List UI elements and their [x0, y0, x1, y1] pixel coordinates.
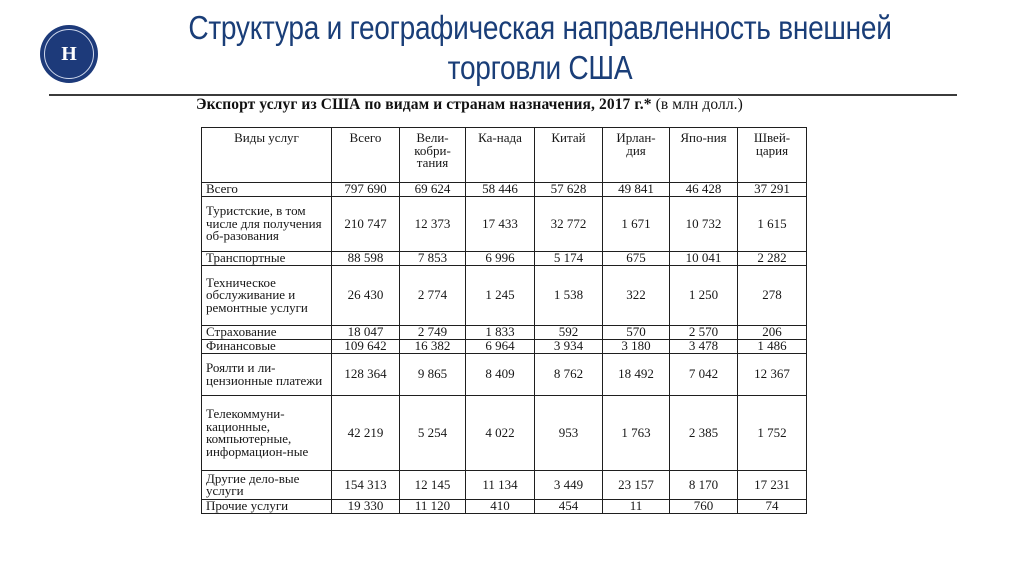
header-cell: Швей-цария: [738, 128, 807, 183]
value-cell: 37 291: [738, 183, 807, 197]
value-cell: 7 853: [400, 252, 466, 266]
value-cell: 1 538: [535, 266, 603, 326]
row-label: Прочие услуги: [202, 500, 332, 514]
value-cell: 3 934: [535, 340, 603, 354]
logo-letter: Н: [61, 42, 77, 65]
value-cell: 5 174: [535, 252, 603, 266]
header-cell: Япо-ния: [670, 128, 738, 183]
value-cell: 17 231: [738, 471, 807, 500]
value-cell: 16 382: [400, 340, 466, 354]
value-cell: 953: [535, 396, 603, 471]
value-cell: 26 430: [332, 266, 400, 326]
value-cell: 128 364: [332, 354, 400, 396]
header-cell: Вели-кобри-тания: [400, 128, 466, 183]
value-cell: 675: [603, 252, 670, 266]
value-cell: 3 478: [670, 340, 738, 354]
value-cell: 1 615: [738, 197, 807, 252]
value-cell: 11 134: [466, 471, 535, 500]
table-row: [202, 183, 807, 197]
value-cell: 12 373: [400, 197, 466, 252]
value-cell: 760: [670, 500, 738, 514]
row-label: Финансовые: [202, 340, 332, 354]
value-cell: 88 598: [332, 252, 400, 266]
value-cell: 1 245: [466, 266, 535, 326]
value-cell: 2 570: [670, 326, 738, 340]
table-row: [202, 266, 807, 326]
value-cell: 6 964: [466, 340, 535, 354]
value-cell: 1 250: [670, 266, 738, 326]
value-cell: 4 022: [466, 396, 535, 471]
value-cell: 8 170: [670, 471, 738, 500]
value-cell: 1 763: [603, 396, 670, 471]
value-cell: 10 041: [670, 252, 738, 266]
value-cell: 5 254: [400, 396, 466, 471]
value-cell: 17 433: [466, 197, 535, 252]
value-cell: 322: [603, 266, 670, 326]
table-caption: [196, 96, 743, 114]
value-cell: 3 449: [535, 471, 603, 500]
value-cell: 570: [603, 326, 670, 340]
value-cell: 6 996: [466, 252, 535, 266]
row-label: Транспортные: [202, 252, 332, 266]
value-cell: 11: [603, 500, 670, 514]
header-cell: Ка-нада: [466, 128, 535, 183]
value-cell: 49 841: [603, 183, 670, 197]
value-cell: 109 642: [332, 340, 400, 354]
table-unit: (в млн долл.): [655, 96, 743, 113]
value-cell: 1 486: [738, 340, 807, 354]
table-row: [202, 396, 807, 471]
table-row: [202, 252, 807, 266]
value-cell: 18 047: [332, 326, 400, 340]
value-cell: 410: [466, 500, 535, 514]
value-cell: 8 409: [466, 354, 535, 396]
value-cell: 10 732: [670, 197, 738, 252]
value-cell: 2 774: [400, 266, 466, 326]
value-cell: 454: [535, 500, 603, 514]
table-row: [202, 354, 807, 396]
value-cell: 154 313: [332, 471, 400, 500]
value-cell: 2 385: [670, 396, 738, 471]
header-cell: Китай: [535, 128, 603, 183]
value-cell: 12 367: [738, 354, 807, 396]
value-cell: 58 446: [466, 183, 535, 197]
logo-ring: [44, 29, 94, 79]
table-row: [202, 471, 807, 500]
value-cell: 2 749: [400, 326, 466, 340]
value-cell: 278: [738, 266, 807, 326]
value-cell: 2 282: [738, 252, 807, 266]
value-cell: 46 428: [670, 183, 738, 197]
value-cell: 42 219: [332, 396, 400, 471]
value-cell: 1 671: [603, 197, 670, 252]
value-cell: 797 690: [332, 183, 400, 197]
services-export-table: [201, 127, 807, 514]
value-cell: 69 624: [400, 183, 466, 197]
row-label: Туристские, в том числе для получения об-разования: [202, 197, 332, 252]
row-label: Телекоммуни-кационные, компьютерные, информацион-ные: [202, 396, 332, 471]
value-cell: 74: [738, 500, 807, 514]
value-cell: 210 747: [332, 197, 400, 252]
value-cell: 57 628: [535, 183, 603, 197]
row-label: Страхование: [202, 326, 332, 340]
value-cell: 19 330: [332, 500, 400, 514]
value-cell: 9 865: [400, 354, 466, 396]
header-cell: Всего: [332, 128, 400, 183]
value-cell: 206: [738, 326, 807, 340]
value-cell: 12 145: [400, 471, 466, 500]
table-row: [202, 197, 807, 252]
table-row: [202, 500, 807, 514]
header-cell: Ирлан-дия: [603, 128, 670, 183]
row-label: Роялти и ли-цензионные платежи: [202, 354, 332, 396]
value-cell: 11 120: [400, 500, 466, 514]
slide-title: Структура и географическая направленность внешней торговли США: [188, 9, 892, 86]
value-cell: 32 772: [535, 197, 603, 252]
value-cell: 592: [535, 326, 603, 340]
table-caption-text: Экспорт услуг из США по видам и странам назначения, 2017 г.*: [196, 96, 652, 113]
value-cell: 23 157: [603, 471, 670, 500]
value-cell: 1 833: [466, 326, 535, 340]
row-label: Другие дело-вые услуги: [202, 471, 332, 500]
table-row: [202, 340, 807, 354]
value-cell: 8 762: [535, 354, 603, 396]
value-cell: 18 492: [603, 354, 670, 396]
value-cell: 7 042: [670, 354, 738, 396]
row-label: Техническое обслуживание и ремонтные услуги: [202, 266, 332, 326]
value-cell: 3 180: [603, 340, 670, 354]
table-header-row: [202, 128, 807, 183]
row-label: Всего: [202, 183, 332, 197]
header-cell: Виды услуг: [202, 128, 332, 183]
value-cell: 1 752: [738, 396, 807, 471]
